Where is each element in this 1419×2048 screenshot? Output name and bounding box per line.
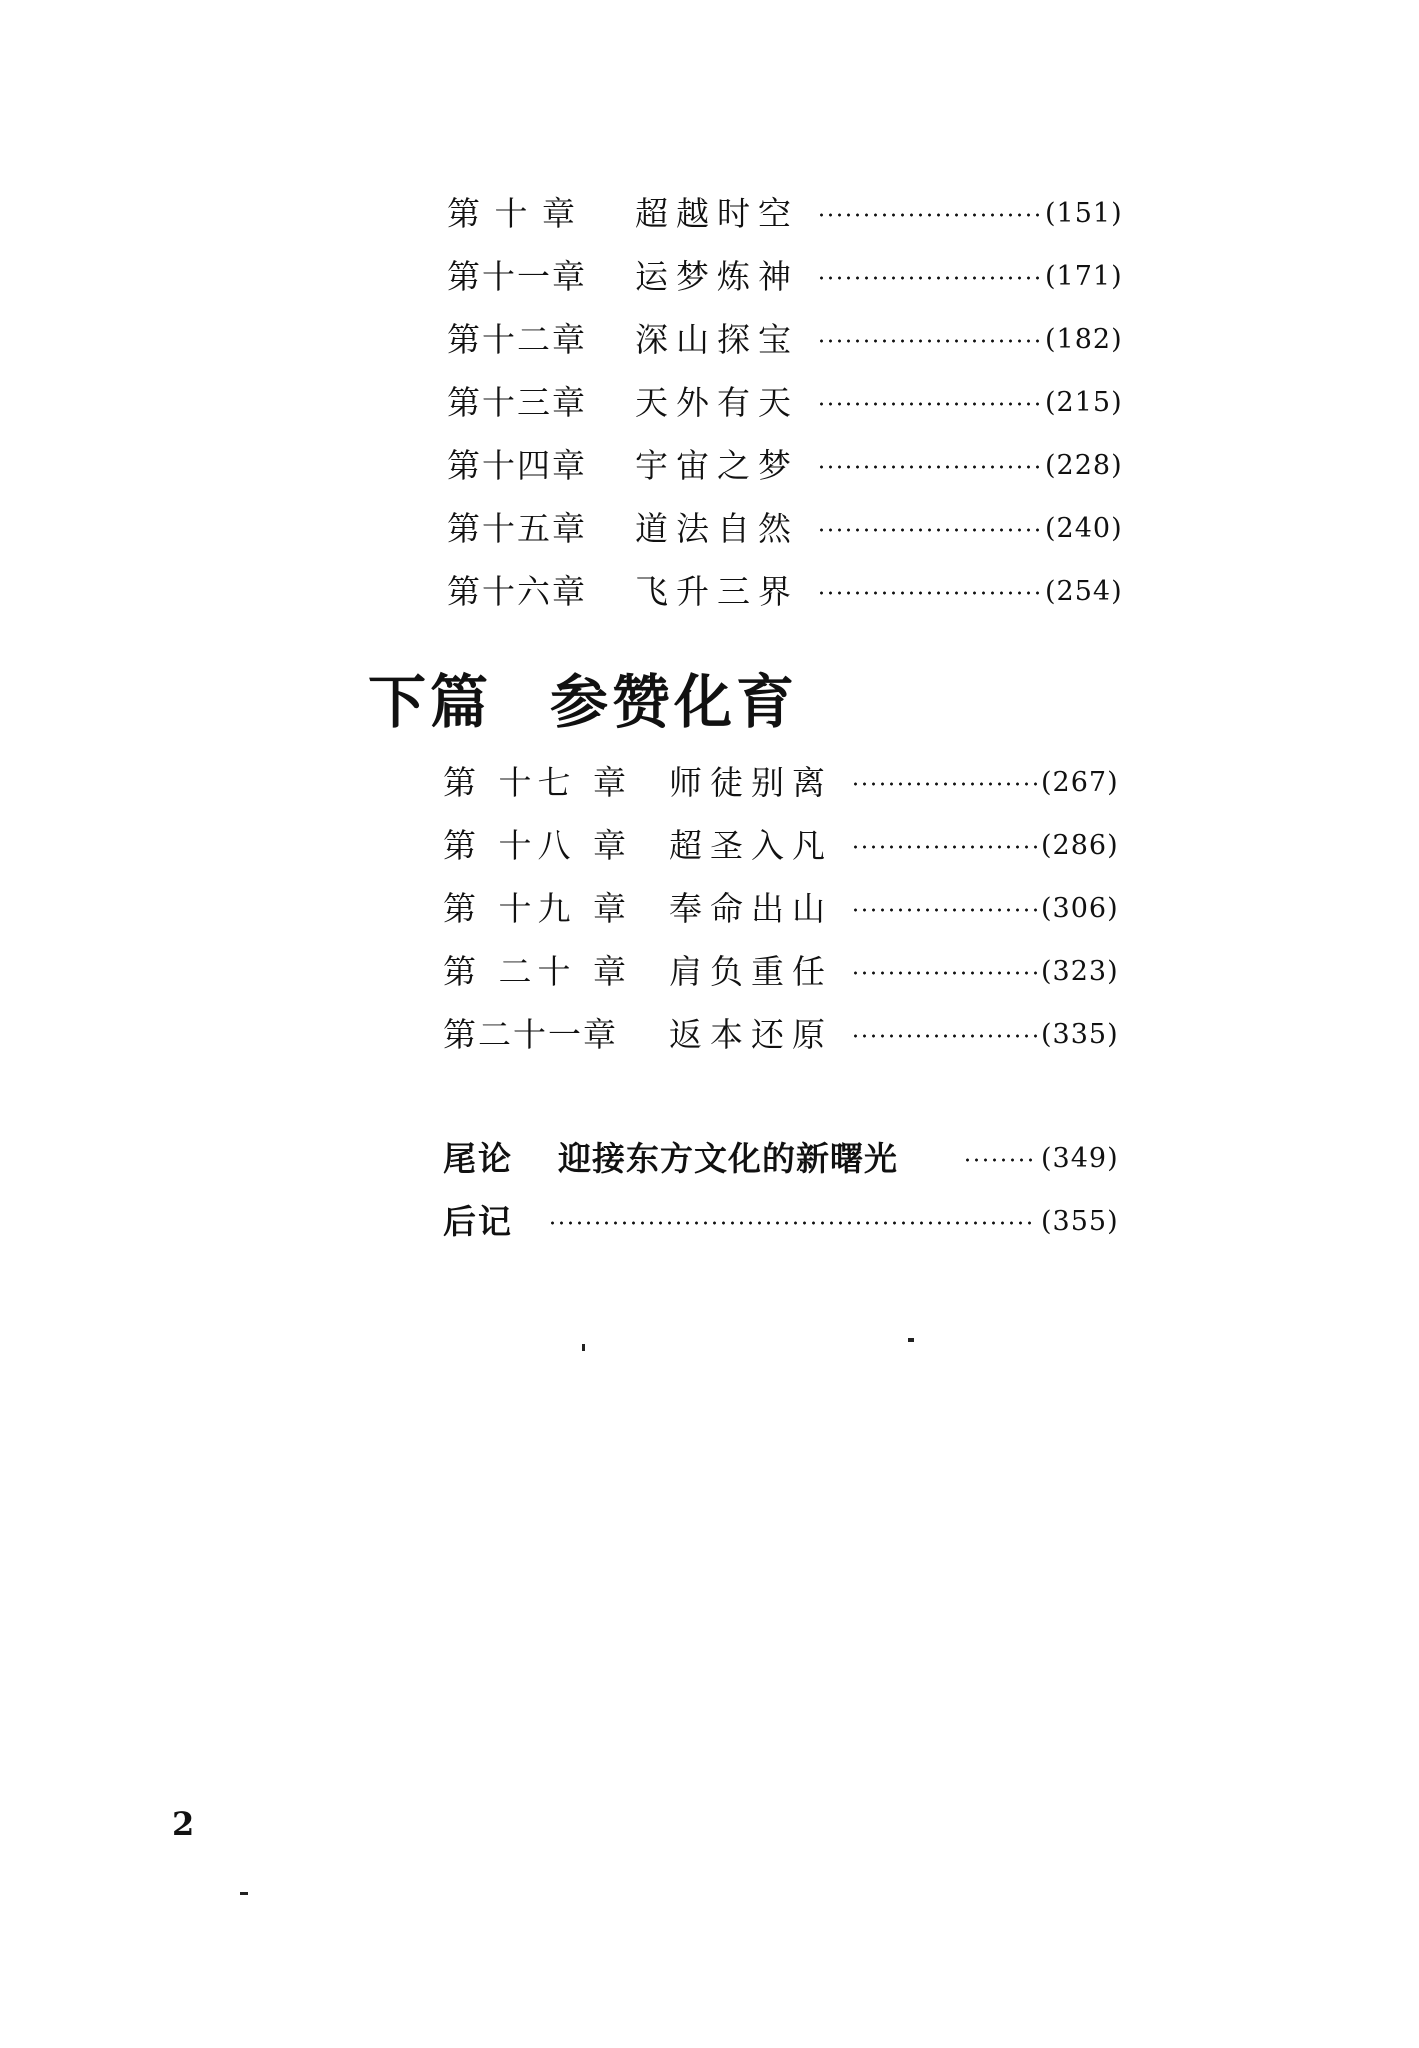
- chapter-title: 奉命出山: [669, 888, 833, 928]
- toc-entry-afterword[interactable]: [443, 1191, 1117, 1251]
- page-reference: (349): [1041, 1142, 1119, 1174]
- chapter-title: 天外有天: [635, 382, 799, 422]
- chapter-title: 超越时空: [635, 193, 799, 233]
- toc-entry-chapter-20[interactable]: [443, 941, 1117, 1001]
- page-reference: (306): [1041, 892, 1119, 924]
- chapter-label: 第 十七 章: [443, 762, 632, 802]
- toc-entry-chapter-13[interactable]: [447, 372, 1123, 432]
- toc-entry-chapter-11[interactable]: [447, 246, 1123, 306]
- page-reference: (286): [1041, 829, 1119, 861]
- part-label: 下篇: [368, 668, 493, 736]
- dot-leader: [851, 1034, 1037, 1038]
- scan-speck: [582, 1344, 585, 1351]
- page-reference: (254): [1045, 575, 1123, 607]
- toc-entry-chapter-17[interactable]: [443, 752, 1117, 812]
- toc-entry-chapter-14[interactable]: [447, 435, 1123, 495]
- scan-speck: [240, 1892, 248, 1895]
- dot-leader: [817, 213, 1042, 217]
- chapter-label: 第十一章: [447, 256, 587, 296]
- page-reference: (240): [1045, 512, 1123, 544]
- chapter-title: 飞升三界: [635, 571, 799, 611]
- page-reference: (182): [1045, 323, 1123, 355]
- dot-leader: [817, 402, 1042, 406]
- afterword-label: 后记: [443, 1201, 513, 1241]
- chapter-label: 第 十九 章: [443, 888, 632, 928]
- page-reference: (267): [1041, 766, 1119, 798]
- chapter-title: 肩负重任: [669, 951, 833, 991]
- chapter-label: 第十六章: [447, 571, 587, 611]
- toc-entry-epilogue[interactable]: [443, 1128, 1117, 1188]
- toc-entry-chapter-12[interactable]: [447, 309, 1123, 369]
- dot-leader: [851, 971, 1037, 975]
- chapter-label: 第 十 章: [447, 193, 577, 233]
- page-reference: (215): [1045, 386, 1123, 418]
- dot-leader: [817, 528, 1042, 532]
- chapter-title: 深山探宝: [635, 319, 799, 359]
- chapter-label: 第 十八 章: [443, 825, 632, 865]
- dot-leader: [851, 782, 1037, 786]
- scan-speck: [908, 1338, 914, 1342]
- chapter-label: 第十四章: [447, 445, 587, 485]
- toc-entry-chapter-18[interactable]: [443, 815, 1117, 875]
- page-reference: (335): [1041, 1018, 1119, 1050]
- part-title: 参赞化育: [550, 668, 799, 736]
- chapter-title: 返本还原: [669, 1014, 833, 1054]
- dot-leader: [963, 1158, 1037, 1162]
- epilogue-label: 尾论: [443, 1138, 513, 1178]
- toc-entry-chapter-16[interactable]: [447, 561, 1123, 621]
- chapter-label: 第二十一章: [443, 1014, 618, 1054]
- page-number: 2: [172, 1805, 195, 1843]
- chapter-label: 第 二十 章: [443, 951, 632, 991]
- chapter-title: 师徒别离: [669, 762, 833, 802]
- dot-leader: [817, 276, 1042, 280]
- part-heading: [368, 655, 798, 739]
- chapter-title: 运梦炼神: [635, 256, 799, 296]
- page-reference: (171): [1045, 260, 1123, 292]
- toc-entry-chapter-15[interactable]: [447, 498, 1123, 558]
- chapter-label: 第十二章: [447, 319, 587, 359]
- dot-leader: [817, 591, 1042, 595]
- toc-entry-chapter-19[interactable]: [443, 878, 1117, 938]
- dot-leader: [548, 1221, 1037, 1225]
- epilogue-title: 迎接东方文化的新曙光: [558, 1138, 898, 1178]
- dot-leader: [817, 339, 1042, 343]
- toc-entry-chapter-10[interactable]: [447, 183, 1123, 243]
- toc-entry-chapter-21[interactable]: [443, 1004, 1117, 1064]
- chapter-title: 宇宙之梦: [635, 445, 799, 485]
- dot-leader: [851, 908, 1037, 912]
- chapter-title: 道法自然: [635, 508, 799, 548]
- dot-leader: [851, 845, 1037, 849]
- chapter-label: 第十三章: [447, 382, 587, 422]
- page-reference: (228): [1045, 449, 1123, 481]
- chapter-title: 超圣入凡: [669, 825, 833, 865]
- page-reference: (355): [1041, 1205, 1119, 1237]
- dot-leader: [817, 465, 1042, 469]
- page-reference: (151): [1045, 197, 1123, 229]
- page-reference: (323): [1041, 955, 1119, 987]
- chapter-label: 第十五章: [447, 508, 587, 548]
